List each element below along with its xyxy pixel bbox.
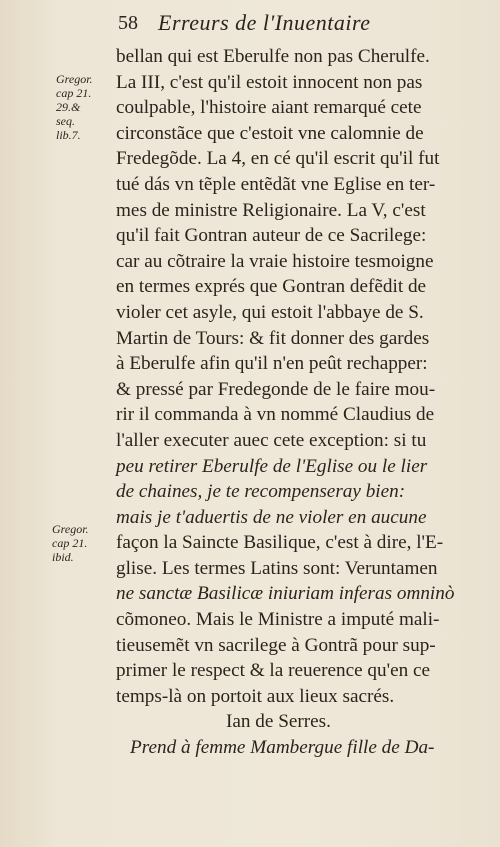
margin-note-line: 29.& — [56, 100, 81, 114]
text-line: Martin de Tours: & fit donner des gardes — [116, 327, 430, 349]
text-line: mais je t'aduertis de ne violer en aucune — [116, 506, 427, 528]
text-line: en termes exprés que Gontran defẽdit de — [116, 276, 427, 298]
text-line: tieusemẽt vn sacrilege à Gontrã pour sup- — [116, 634, 436, 656]
text-line: peu retirer Eberulfe de l'Eglise ou le lier — [116, 455, 428, 477]
text-line: mes de ministre Religionaire. La V, c'est — [116, 199, 426, 221]
text-line: temps-là on portoit aux lieux sacrés. — [116, 685, 395, 707]
text-line: Prend à femme Mambergue fille de Da- — [130, 737, 435, 759]
text-line: l'aller executer auec cete exception: si tu — [116, 429, 427, 451]
margin-note-line: lib.7. — [56, 128, 81, 142]
text-line: circonstãce que c'estoit vne calomnie de — [116, 122, 424, 144]
page-header — [118, 10, 480, 40]
text-line: qu'il fait Gontran auteur de ce Sacrilege: — [116, 225, 427, 247]
text-line: façon la Saincte Basilique, c'est à dire, l'E- — [116, 532, 444, 554]
margin-note-line: ibid. — [52, 550, 74, 564]
text-line: coulpable, l'histoire aiant remarqué cete — [116, 97, 422, 119]
margin-note-line: seq. — [56, 114, 75, 128]
text-line: primer le respect & la reuerence qu'en ce — [116, 660, 431, 682]
text-line: glise. Les termes Latins sont: Veruntamen — [116, 557, 438, 579]
text-line: de chaines, je te recompenseray bien: — [116, 481, 406, 503]
text-line: & pressé par Fredegonde de le faire mou- — [116, 378, 436, 400]
page-number: 58 — [118, 12, 138, 34]
text-line: La III, c'est qu'il estoit innocent non pas — [116, 71, 423, 93]
margin-note-line: cap 21. — [52, 536, 88, 550]
text-line: bellan qui est Eberulfe non pas Cherulfe. — [116, 46, 430, 67]
signature: Ian de Serres. — [226, 711, 331, 733]
text-line: ne sanctæ Basilicæ iniuriam inferas omninò — [116, 583, 455, 605]
margin-note-line: Gregor. — [56, 72, 93, 86]
text-line: tué dás vn tẽple entẽdãt vne Eglise en ter- — [116, 173, 436, 195]
text-line: rir il commanda à vn nommé Claudius de — [116, 404, 435, 426]
text-line: violer cet asyle, qui estoit l'abbaye de S. — [116, 301, 424, 323]
margin-note-2 — [52, 522, 89, 564]
margin-note-line: Gregor. — [52, 522, 89, 536]
running-title: Erreurs de l'Inuentaire — [158, 10, 371, 35]
text-line: car au cõtraire la vraie histoire tesmoigne — [116, 250, 434, 272]
text-line: à Eberulfe afin qu'il n'en peût rechapper: — [116, 353, 428, 375]
margin-note-line: cap 21. — [56, 86, 92, 100]
text-line: Fredegõde. La 4, en cé qu'il escrit qu'il fut — [116, 148, 440, 170]
margin-note-1 — [56, 72, 93, 142]
text-line: cõmoneo. Mais le Ministre a imputé mali- — [116, 609, 440, 631]
body-text — [116, 44, 486, 761]
